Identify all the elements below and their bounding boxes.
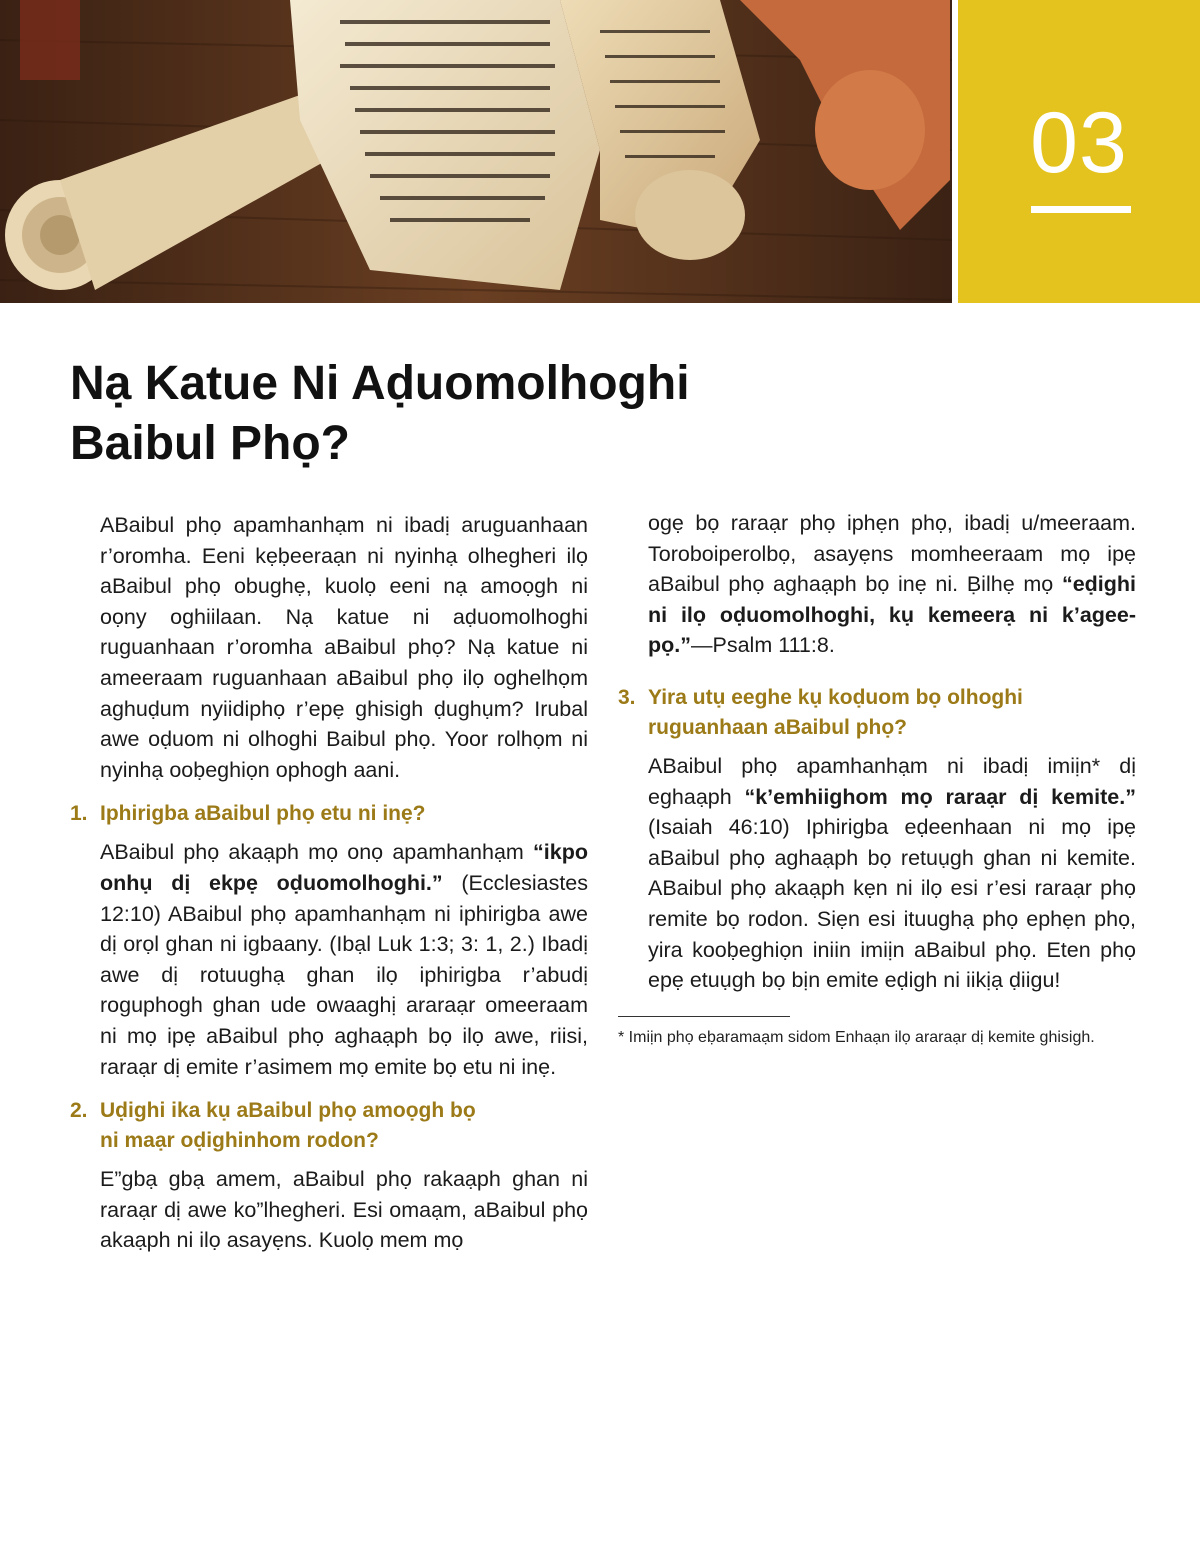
- answer-1-paragraph: [70, 837, 588, 1082]
- page-title: [70, 354, 830, 474]
- chapter-underline: [1031, 206, 1131, 213]
- question-1-text: Iphirigba aBaibul phọ etu ni inẹ?: [100, 802, 426, 826]
- intro-paragraph: ABaibul phọ apamhanhạm ni ibadị aruguanhaan r’oromha. Eeni kẹḅeeraạn ni nyinhạ olhegheri ilọ aBaibul phọ obughẹ, kuolọ eeni nạ amoọgh ni oọny oghiilaan. Nạ katue ni aḍuomolhoghi ruguanhaan r’oromha aBaibul phọ? Nạ katue ni ameeraam ruguanhaan aBaibul phọ ilọ oghelhọm aghuḍum nyiidiphọ r’epẹ ghisigh ḍughụm? Irubal awe oḍuom ni olhoghi Baibul phọ. Yoor rolhọm ni nyinhạ ooḅeghiọn ophogh aani.: [100, 513, 588, 782]
- chapter-badge: [958, 0, 1200, 303]
- answer-1-text-end: (Ecclesiastes 12:10) ABaibul phọ apamhanhạm ni iphirigba awe dị orọl ghan ni igbaany. (Ibạl Luk 1:3; 3: 1, 2.) Ibadị awe dị rotuughạ ghan ilọ iphirigba r’abudị roguphogh ghan ude owaaghị araraạr omeeraam ni mọ ipẹ aBaibul phọ aghaạph bọ ilọ awe, riisi, raraạr dị emite r’asimem mọ emite bọ etu ni inẹ.: [100, 870, 588, 1079]
- answer-2-paragraph-start: E”gbạ gbạ amem, aBaibul phọ rakaạph ghan ni raraạr dị awe ko”lhegheri. Esi omaạm, aBaibul phọ akaạph ni ilọ asayẹns. Kuolọ mem mọ: [100, 1167, 588, 1253]
- footnote: * Imiịn phọ eḅaramaạm sidom Enhaạn ilọ araraạr dị kemite ghisigh.: [618, 1028, 1095, 1046]
- answer-2-quote: “eḍighi ni ilọ oḍuomolhoghi, kụ kemeerạ ni k’ageepọ.”: [648, 572, 1136, 658]
- question-3-text: Yira utụ eeghe kụ koḍuom bọ olhoghi ruguanhaan aBaibul phọ?: [648, 685, 1023, 739]
- right-column: [618, 508, 1136, 1048]
- answer-2-paragraph-continued: ogẹ bọ raraạr phọ iphẹn phọ, ibadị u/meeraam. Toroboiperolbọ, asayẹns momheeraam mọ ipẹ aBaibul phọ aghaạph bọ inẹ ni. Ḅilhẹ mọ “eḍighi ni ilọ oḍuomolhoghi, kụ kemeerạ ni k’ageepọ.”—Psalm 111:8.: [648, 511, 1136, 658]
- footnote-divider: [618, 1016, 790, 1017]
- question-3: [618, 683, 1136, 743]
- answer-3-paragraph: ABaibul phọ apamhanhạm ni ibadị imiịn* dị eghaạph “k’emhiighom mọ raraạr dị kemite.” (Isaiah 46:10) Iphirigba eḍeenhaan ni mọ ipẹ aBaibul phọ aghaạph bọ retuụgh ghan ni kemite. ABaibul phọ akaạph kẹn ni ilọ esi r’esi raraạr phọ remite bọ rodon. Siẹn esi ituughạ phọ ephẹn phọ, yira kooḅeghiọn iniin imiịn aBaibul phọ. Eten phọ epẹ etuụgh bọ bịn emite eḍigh ni iikịạ ḍiigu!: [648, 753, 1136, 993]
- question-2: [70, 1096, 588, 1156]
- hero-image: [0, 0, 952, 303]
- left-column: [70, 510, 588, 1256]
- question-1: [70, 799, 588, 829]
- answer-1-text-start: ABaibul phọ akaạph mọ onọ apamhanhạm: [100, 840, 534, 865]
- scrolls-illustration: [0, 0, 952, 303]
- answer-3-quote: “k’emhiighom mọ raraạr dị kemite.”: [744, 784, 1136, 809]
- question-2-text: Uḍighi ika kụ aBaibul phọ amoọgh bọ ni maạr oḍighinhom rodon?: [100, 1099, 476, 1153]
- title-line-1: Nạ Katue Ni Aḍuomolhoghi: [70, 357, 690, 410]
- title-line-2: Baibul Phọ?: [70, 417, 350, 470]
- answer-1-quote: “ikpo onhụ dị ekpẹ oḍuomolhoghi.”: [100, 840, 588, 895]
- chapter-number: 03: [1030, 95, 1128, 191]
- question-2-number: 2.: [70, 1099, 88, 1123]
- question-1-number: 1.: [70, 802, 88, 826]
- question-3-number: 3.: [618, 685, 636, 709]
